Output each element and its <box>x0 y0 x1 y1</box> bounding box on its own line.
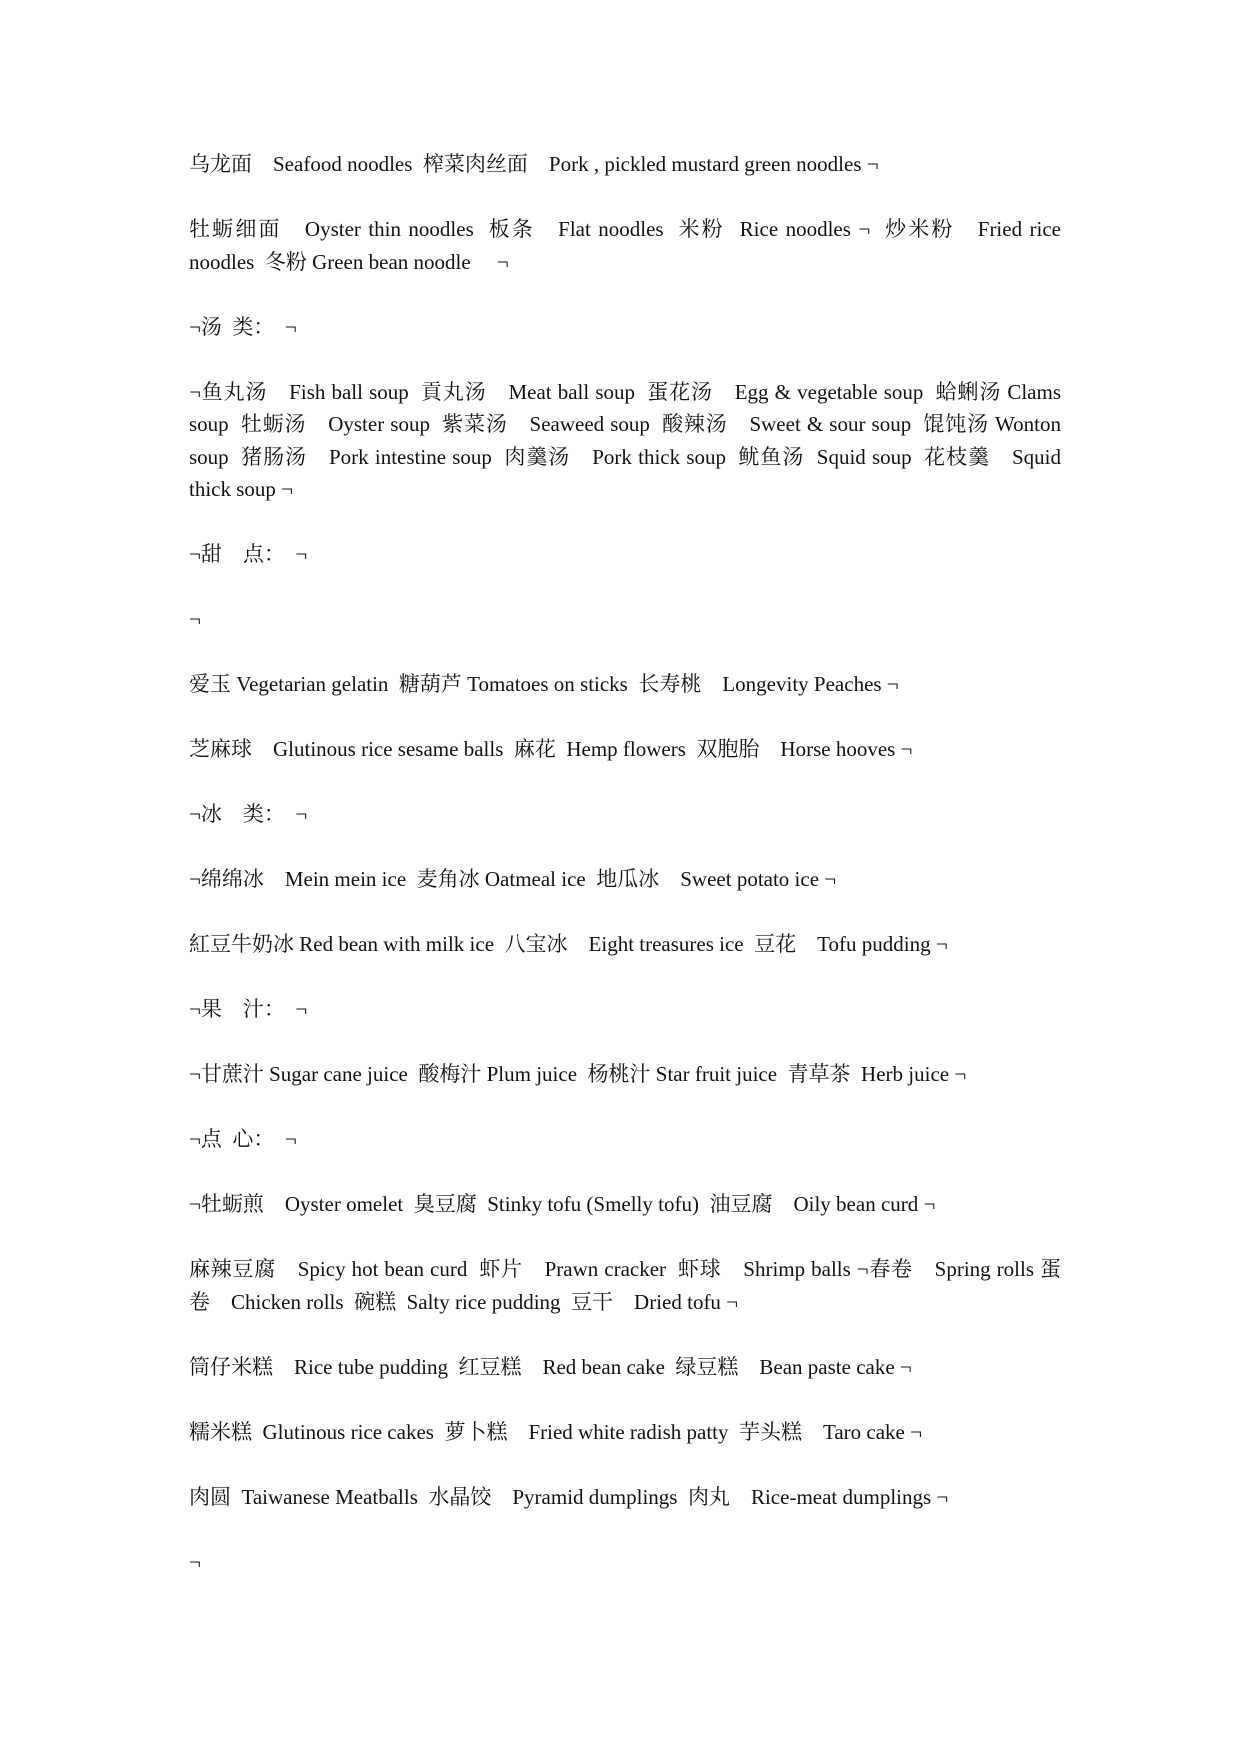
paragraph-blank-marker: ¬ <box>189 607 201 631</box>
paragraph-noodles-2: 牡蛎细面 Oyster thin noodles 板条 Flat noodles 米粉 Rice noodles ¬ 炒米粉 Fried rice noodles 冬粉 Green bean noodle ¬ <box>189 217 1067 274</box>
section-heading-juices: ¬果 汁： ¬ <box>189 997 308 1021</box>
paragraph-snacks-2: 麻辣豆腐 Spicy hot bean curd 虾片 Prawn cracker 虾球 Shrimp balls ¬春卷 Spring rolls 蛋卷 Chicken rolls 碗糕 Salty rice pudding 豆干 Dried tofu ¬ <box>189 1257 1061 1314</box>
paragraph-ice-2: 紅豆牛奶冰 Red bean with milk ice 八宝冰 Eight treasures ice 豆花 Tofu pudding ¬ <box>189 932 948 956</box>
paragraph-end-marker: ¬ <box>189 1549 201 1574</box>
document-body <box>189 148 1067 1578</box>
paragraph-noodles-1: 乌龙面 Seafood noodles 榨菜肉丝面 Pork , pickled mustard green noodles ¬ <box>189 152 879 176</box>
paragraph-snacks-4: 糯米糕 Glutinous rice cakes 萝卜糕 Fried white radish patty 芋头糕 Taro cake ¬ <box>189 1419 922 1444</box>
paragraph-snacks-5: 肉圆 Taiwanese Meatballs 水晶饺 Pyramid dumplings 肉丸 Rice-meat dumplings ¬ <box>189 1484 949 1509</box>
section-heading-ice: ¬冰 类： ¬ <box>189 802 308 826</box>
paragraph-juices: ¬甘蔗汁 Sugar cane juice 酸梅汁 Plum juice 杨桃汁 Star fruit juice 青草茶 Herb juice ¬ <box>189 1062 967 1086</box>
paragraph-snacks-1: ¬牡蛎煎 Oyster omelet 臭豆腐 Stinky tofu (Smelly tofu) 油豆腐 Oily bean curd ¬ <box>189 1192 936 1216</box>
paragraph-soups: ¬鱼丸汤 Fish ball soup 貢丸汤 Meat ball soup 蛋花汤 Egg & vegetable soup 蛤蜊汤 Clams soup 牡蛎汤 Oyster soup 紫菜汤 Seaweed soup 酸辣汤 Sweet & sour soup 馄饨汤 Wonton soup 猪肠汤 Pork intestine soup 肉羹汤 Pork thick soup 鱿鱼汤 Squid soup 花枝羹 Squid thick soup ¬ <box>189 379 1067 501</box>
paragraph-snacks-3: 筒仔米糕 Rice tube pudding 红豆糕 Red bean cake 绿豆糕 Bean paste cake ¬ <box>189 1354 912 1379</box>
section-heading-snacks: ¬点 心： ¬ <box>189 1127 297 1151</box>
section-heading-desserts: ¬甜 点： ¬ <box>189 542 308 566</box>
paragraph-desserts-1: 爱玉 Vegetarian gelatin 糖葫芦 Tomatoes on sticks 长寿桃 Longevity Peaches ¬ <box>189 672 899 696</box>
paragraph-ice-1: ¬绵绵冰 Mein mein ice 麦角冰 Oatmeal ice 地瓜冰 Sweet potato ice ¬ <box>189 867 837 891</box>
paragraph-desserts-2: 芝麻球 Glutinous rice sesame balls 麻花 Hemp flowers 双胞胎 Horse hooves ¬ <box>189 737 913 761</box>
section-heading-soups: ¬汤 类： ¬ <box>189 314 297 339</box>
